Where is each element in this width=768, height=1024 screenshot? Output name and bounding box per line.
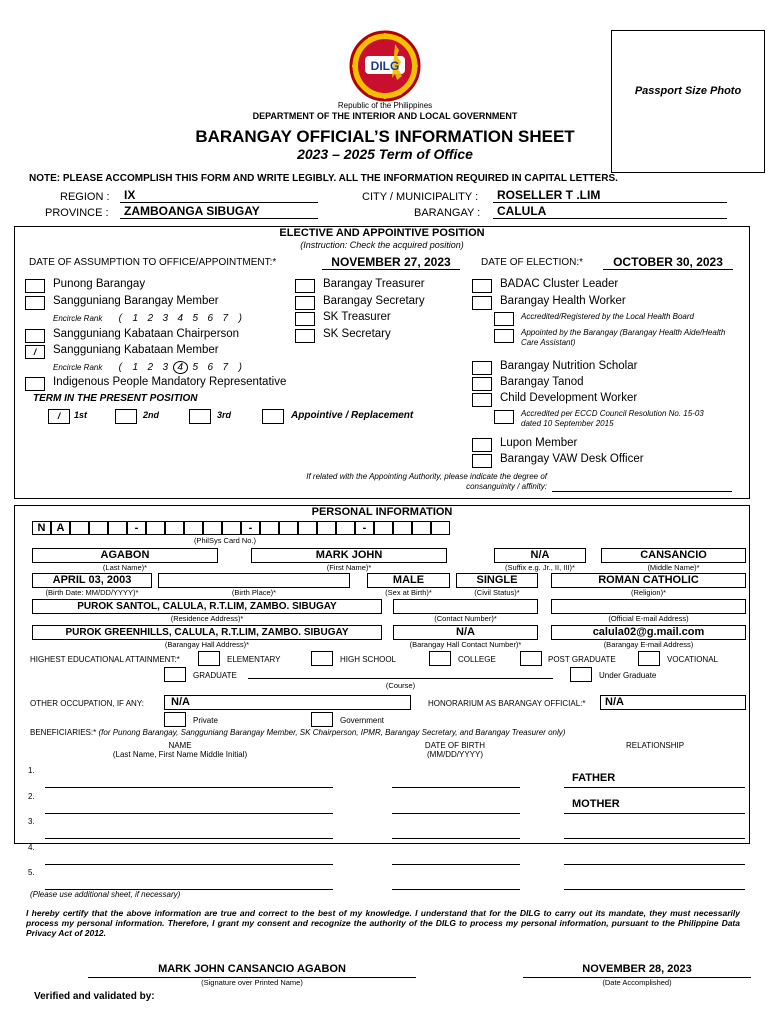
treasurer-checkbox[interactable] bbox=[295, 279, 315, 293]
logo-text: DILG bbox=[370, 59, 400, 73]
region-label: REGION : bbox=[60, 191, 110, 203]
philsys-cell[interactable] bbox=[165, 521, 184, 535]
election-label: DATE OF ELECTION:* bbox=[481, 257, 584, 268]
graduate-checkbox[interactable] bbox=[164, 667, 186, 682]
philsys-cell[interactable]: - bbox=[127, 521, 146, 535]
barangay-field[interactable]: CALULA bbox=[493, 204, 727, 219]
passport-photo-label: Passport Size Photo bbox=[634, 85, 742, 97]
beneficiaries-note: (for Punong Barangay, Sangguniang Barangay Member, SK Chairperson, IPMR, Barangay Secretary, and Barangay Treasurer only) bbox=[98, 728, 566, 737]
form-title: BARANGAY OFFICIAL’S INFORMATION SHEET bbox=[195, 127, 575, 146]
bhw-accredited-label: Accredited/Registered by the Local Health Board bbox=[521, 312, 694, 321]
republic-label: Republic of the Philippines bbox=[337, 101, 433, 110]
government-label: Government bbox=[340, 716, 385, 725]
skc-checkbox[interactable] bbox=[25, 329, 45, 343]
cdw-option[interactable] bbox=[472, 392, 742, 408]
residence-label: (Residence Address)* bbox=[170, 614, 244, 623]
philsys-cell[interactable] bbox=[146, 521, 165, 535]
bhw-checkbox[interactable] bbox=[472, 296, 492, 310]
department-name: DEPARTMENT OF THE INTERIOR AND LOCAL GOVERNMENT bbox=[252, 111, 518, 121]
philsys-cell[interactable]: A bbox=[51, 521, 70, 535]
post-graduate-checkbox[interactable] bbox=[520, 651, 542, 666]
nutrition-checkbox[interactable] bbox=[472, 361, 492, 375]
secretary-checkbox[interactable] bbox=[295, 296, 315, 310]
col-dob-sub: (MM/DD/YYYY) bbox=[427, 750, 483, 759]
verified-label: Verified and validated by: bbox=[34, 991, 155, 1002]
civil-status-label: (Civil Status)* bbox=[474, 588, 520, 597]
term-heading: TERM IN THE PRESENT POSITION bbox=[33, 393, 198, 404]
cdw-accredited-label: Accredited per ECCD Council Resolution No. 15-03 dated 10 September 2015 bbox=[521, 409, 704, 428]
sk-secretary-checkbox[interactable] bbox=[295, 329, 315, 343]
middle-name-label: (Middle Name)* bbox=[647, 563, 700, 572]
beneficiary-number: 1. bbox=[28, 766, 35, 775]
philsys-cell[interactable]: - bbox=[355, 521, 374, 535]
province-field[interactable]: ZAMBOANGA SIBUGAY bbox=[120, 204, 318, 219]
beneficiary-name-field[interactable] bbox=[45, 825, 333, 839]
term-1-checkbox[interactable]: / bbox=[48, 409, 70, 424]
col-name-sub: (Last Name, First Name Middle Initial) bbox=[112, 750, 248, 759]
college-checkbox[interactable] bbox=[429, 651, 451, 666]
skc-option[interactable] bbox=[25, 328, 275, 344]
beneficiary-relationship-field[interactable]: MOTHER bbox=[564, 800, 745, 814]
philsys-cell[interactable] bbox=[431, 521, 450, 535]
other-occupation-label: OTHER OCCUPATION, IF ANY: bbox=[30, 699, 144, 708]
consanguinity-label: If related with the Appointing Authority, please indicate the degree of consanguinity / affinity: bbox=[306, 472, 547, 491]
sbm-rank[interactable]: Encircle Rank ( 1 2 3 4 5 6 7 ) bbox=[53, 313, 242, 324]
beneficiary-name-field[interactable] bbox=[45, 800, 333, 814]
sk-secretary-label: SK Secretary bbox=[323, 328, 391, 340]
secretary-option[interactable] bbox=[295, 295, 465, 311]
elementary-checkbox[interactable] bbox=[198, 651, 220, 666]
birth-place-label: (Birth Place)* bbox=[231, 588, 277, 597]
email-label: (Official E-mail Address) bbox=[608, 614, 689, 623]
ipmr-label: Indigenous People Mandatory Representative bbox=[53, 376, 287, 388]
term-3-checkbox[interactable] bbox=[189, 409, 211, 424]
col-dob-header: DATE OF BIRTH bbox=[424, 741, 486, 750]
beneficiary-dob-field[interactable] bbox=[392, 851, 520, 865]
beneficiary-number: 4. bbox=[28, 842, 35, 852]
graduate-label: GRADUATE bbox=[193, 671, 237, 680]
skm-rank[interactable]: Encircle Rank ( 1 2 3 4 5 6 7 ) bbox=[53, 362, 242, 373]
beneficiary-name-field[interactable] bbox=[45, 876, 333, 890]
beneficiary-name-field[interactable] bbox=[45, 851, 333, 865]
philsys-cell[interactable] bbox=[336, 521, 355, 535]
beneficiary-relationship-field[interactable] bbox=[564, 825, 745, 839]
passport-photo-box[interactable] bbox=[611, 30, 765, 173]
skc-label: Sangguniang Kabataan Chairperson bbox=[53, 328, 240, 340]
hall-address-field[interactable]: PUROK GREENHILLS, CALULA, R.T.LIM, ZAMBO. SIBUGAY bbox=[32, 625, 382, 640]
nutrition-option[interactable] bbox=[472, 360, 742, 376]
philsys-cell[interactable] bbox=[108, 521, 127, 535]
course-label: (Course) bbox=[385, 681, 416, 690]
date-accomplished-field[interactable]: NOVEMBER 28, 2023 bbox=[523, 963, 751, 978]
dilg-seal-icon bbox=[345, 30, 425, 102]
treasurer-label: Barangay Treasurer bbox=[323, 278, 425, 290]
term-1-label: 1st bbox=[74, 410, 88, 420]
hall-contact-label: (Barangay Hall Contact Number)* bbox=[409, 640, 522, 649]
ipmr-checkbox[interactable] bbox=[25, 377, 45, 391]
skm-rank-label: Encircle Rank bbox=[53, 363, 103, 372]
beneficiaries-label: BENEFICIARIES:* bbox=[30, 728, 97, 737]
punong-barangay-option[interactable] bbox=[25, 278, 275, 294]
certification-text: I hereby certify that the above information are true and correct to the best of my knowledge. I understand that for the DILG to carry out its mandate, they must necessarily process my personal information. Therefore, I grant my consent and recognize the authority of the DILG to process my personal information, pursuant to the Philippine Data Privacy Act of 2012. bbox=[26, 908, 740, 938]
philsys-cell[interactable] bbox=[260, 521, 279, 535]
philsys-cell[interactable] bbox=[412, 521, 431, 535]
philsys-cell[interactable] bbox=[317, 521, 336, 535]
beneficiary-relationship-field[interactable] bbox=[564, 851, 745, 865]
middle-name-field[interactable]: CANSANCIO bbox=[601, 548, 746, 563]
philsys-cell[interactable] bbox=[89, 521, 108, 535]
term-3-label: 3rd bbox=[217, 410, 232, 420]
beneficiaries-header bbox=[30, 728, 565, 737]
badac-option[interactable] bbox=[472, 278, 742, 294]
nutrition-label: Barangay Nutrition Scholar bbox=[500, 360, 638, 372]
personal-heading: PERSONAL INFORMATION bbox=[311, 506, 453, 518]
philsys-cell[interactable] bbox=[298, 521, 317, 535]
other-occupation-field[interactable]: N/A bbox=[164, 695, 411, 710]
philsys-cell[interactable] bbox=[184, 521, 203, 535]
sk-treasurer-checkbox[interactable] bbox=[295, 312, 315, 326]
lupon-option[interactable] bbox=[472, 437, 742, 453]
bhw-appointed-label: Appointed by the Barangay (Barangay Health Aide/Health Care Assistant) bbox=[521, 328, 726, 347]
skm-option[interactable] bbox=[25, 344, 275, 360]
education-label: HIGHEST EDUCATIONAL ATTAINMENT:* bbox=[30, 655, 180, 664]
consanguinity-field[interactable] bbox=[552, 480, 732, 492]
philsys-cell[interactable] bbox=[222, 521, 241, 535]
bhw-label: Barangay Health Worker bbox=[500, 295, 626, 307]
beneficiary-number: 5. bbox=[28, 868, 35, 877]
last-name-field[interactable]: AGABON bbox=[32, 548, 218, 563]
philsys-cell[interactable] bbox=[393, 521, 412, 535]
cdw-label: Child Development Worker bbox=[500, 392, 638, 404]
treasurer-option[interactable] bbox=[295, 278, 465, 294]
under-graduate-label: Under Graduate bbox=[599, 671, 657, 680]
form-note: NOTE: PLEASE ACCOMPLISH THIS FORM AND WRITE LEGIBLY. ALL THE INFORMATION REQUIRED IN CAPITAL LETTERS. bbox=[29, 173, 618, 184]
philsys-cell[interactable] bbox=[279, 521, 298, 535]
ipmr-option[interactable] bbox=[25, 376, 315, 392]
skm-rank-selected[interactable]: 4 bbox=[173, 361, 188, 374]
sex-field[interactable]: MALE bbox=[367, 573, 450, 588]
province-label: PROVINCE : bbox=[45, 207, 109, 219]
col-name-header: NAME bbox=[168, 741, 192, 750]
vocational-checkbox[interactable] bbox=[638, 651, 660, 666]
honorarium-label: HONORARIUM AS BARANGAY OFFICIAL:* bbox=[428, 699, 586, 708]
sbm-option[interactable] bbox=[25, 295, 275, 311]
skm-checkbox[interactable]: / bbox=[25, 345, 45, 359]
vaw-checkbox[interactable] bbox=[472, 454, 492, 468]
brgy-email-label: (Barangay E-mail Address) bbox=[603, 640, 694, 649]
sex-label: (Sex at Birth)* bbox=[385, 588, 432, 597]
birth-place-field[interactable] bbox=[158, 573, 350, 588]
beneficiary-dob-field[interactable] bbox=[392, 800, 520, 814]
lupon-checkbox[interactable] bbox=[472, 438, 492, 452]
position-heading: ELECTIVE AND APPOINTIVE POSITION bbox=[279, 227, 485, 239]
position-instruction: (Instruction: Check the acquired position) bbox=[300, 240, 464, 250]
contact-field[interactable] bbox=[393, 599, 538, 614]
term-2-label: 2nd bbox=[143, 410, 160, 420]
city-label: CITY / MUNICIPALITY : bbox=[362, 191, 479, 203]
philsys-cell[interactable] bbox=[203, 521, 222, 535]
skm-label: Sangguniang Kabataan Member bbox=[53, 344, 219, 356]
beneficiary-relationship-field[interactable]: FATHER bbox=[564, 774, 745, 788]
philsys-cell[interactable]: - bbox=[241, 521, 260, 535]
additional-sheet-note: (Please use additional sheet, if necessary) bbox=[30, 890, 181, 899]
college-label: COLLEGE bbox=[458, 655, 496, 664]
beneficiary-dob-field[interactable] bbox=[392, 774, 520, 788]
hall-contact-field[interactable]: N/A bbox=[393, 625, 538, 640]
last-name-label: (Last Name)* bbox=[102, 563, 148, 572]
government-checkbox[interactable] bbox=[311, 712, 333, 727]
beneficiary-number: 2. bbox=[28, 791, 35, 801]
election-date-field[interactable]: OCTOBER 30, 2023 bbox=[603, 255, 733, 270]
post-graduate-label: POST GRADUATE bbox=[548, 655, 616, 664]
first-name-field[interactable]: MARK JOHN bbox=[251, 548, 447, 563]
bhw-option[interactable] bbox=[472, 295, 742, 311]
under-graduate-checkbox[interactable] bbox=[570, 667, 592, 682]
philsys-cell[interactable] bbox=[374, 521, 393, 535]
hall-address-label: (Barangay Hall Address)* bbox=[164, 640, 250, 649]
sk-treasurer-option[interactable] bbox=[295, 311, 465, 327]
religion-label: (Religion)* bbox=[630, 588, 666, 597]
brgy-email-field[interactable]: calula02@g.mail.com bbox=[551, 625, 746, 640]
civil-status-field[interactable]: SINGLE bbox=[456, 573, 538, 588]
badac-checkbox[interactable] bbox=[472, 279, 492, 293]
appointive-checkbox[interactable] bbox=[262, 409, 284, 424]
high-school-label: HIGH SCHOOL bbox=[340, 655, 397, 664]
assumption-label: DATE OF ASSUMPTION TO OFFICE/APPOINTMENT:* bbox=[29, 257, 277, 268]
cdw-checkbox[interactable] bbox=[472, 393, 492, 407]
beneficiary-dob-field[interactable] bbox=[392, 825, 520, 839]
signature-name-field[interactable]: MARK JOHN CANSANCIO AGABON bbox=[88, 963, 416, 978]
tanod-label: Barangay Tanod bbox=[500, 376, 584, 388]
philsys-label: (PhilSys Card No.) bbox=[193, 536, 257, 545]
bhw-accredited-checkbox[interactable] bbox=[494, 312, 514, 326]
private-checkbox[interactable] bbox=[164, 712, 186, 727]
philsys-cell[interactable]: N bbox=[32, 521, 51, 535]
sbm-checkbox[interactable] bbox=[25, 296, 45, 310]
punong-barangay-checkbox[interactable] bbox=[25, 279, 45, 293]
lupon-label: Lupon Member bbox=[500, 437, 578, 449]
barangay-label: BARANGAY : bbox=[414, 207, 481, 219]
suffix-field[interactable]: N/A bbox=[494, 548, 586, 563]
private-label: Private bbox=[193, 716, 218, 725]
sk-treasurer-label: SK Treasurer bbox=[323, 311, 391, 323]
beneficiary-number: 3. bbox=[28, 817, 35, 826]
vaw-label: Barangay VAW Desk Officer bbox=[500, 453, 644, 465]
city-field[interactable]: ROSELLER T .LIM bbox=[493, 188, 727, 203]
philsys-cell[interactable] bbox=[70, 521, 89, 535]
high-school-checkbox[interactable] bbox=[311, 651, 333, 666]
beneficiary-name-field[interactable] bbox=[45, 774, 333, 788]
bhw-appointed-checkbox[interactable] bbox=[494, 329, 514, 343]
signature-label: (Signature over Printed Name) bbox=[201, 978, 303, 987]
date-accomplished-label: (Date Accomplished) bbox=[602, 978, 672, 987]
vaw-option[interactable] bbox=[472, 453, 742, 469]
cdw-accredited-checkbox[interactable] bbox=[494, 410, 514, 424]
tanod-option[interactable] bbox=[472, 376, 742, 392]
email-field[interactable] bbox=[551, 599, 746, 614]
appointive-label: Appointive / Replacement bbox=[291, 410, 414, 421]
assumption-date-field[interactable]: NOVEMBER 27, 2023 bbox=[322, 255, 460, 270]
beneficiary-dob-field[interactable] bbox=[392, 876, 520, 890]
contact-label: (Contact Number)* bbox=[434, 614, 497, 623]
sbm-rank-label: Encircle Rank bbox=[53, 314, 103, 323]
tanod-checkbox[interactable] bbox=[472, 377, 492, 391]
beneficiary-relationship-field[interactable] bbox=[564, 876, 745, 890]
vocational-label: VOCATIONAL bbox=[667, 655, 718, 664]
residence-field[interactable]: PUROK SANTOL, CALULA, R.T.LIM, ZAMBO. SIBUGAY bbox=[32, 599, 382, 614]
badac-label: BADAC Cluster Leader bbox=[500, 278, 619, 290]
suffix-label: (Suffix e.g. Jr., II, III)* bbox=[505, 563, 575, 572]
secretary-label: Barangay Secretary bbox=[323, 295, 425, 307]
elementary-label: ELEMENTARY bbox=[227, 655, 281, 664]
birth-date-field[interactable]: APRIL 03, 2003 bbox=[32, 573, 152, 588]
region-field[interactable]: IX bbox=[120, 188, 318, 203]
sk-secretary-option[interactable] bbox=[295, 328, 465, 344]
form-subtitle: 2023 – 2025 Term of Office bbox=[297, 146, 473, 162]
sbm-label: Sangguniang Barangay Member bbox=[53, 295, 219, 307]
religion-field[interactable]: ROMAN CATHOLIC bbox=[551, 573, 746, 588]
honorarium-field[interactable]: N/A bbox=[600, 695, 746, 710]
col-rel-header: RELATIONSHIP bbox=[625, 741, 685, 750]
term-2-checkbox[interactable] bbox=[115, 409, 137, 424]
birth-date-label: (Birth Date: MM/DD/YYYY)* bbox=[45, 588, 139, 597]
course-field[interactable] bbox=[248, 666, 553, 679]
first-name-label: (First Name)* bbox=[326, 563, 372, 572]
punong-barangay-label: Punong Barangay bbox=[53, 278, 146, 290]
